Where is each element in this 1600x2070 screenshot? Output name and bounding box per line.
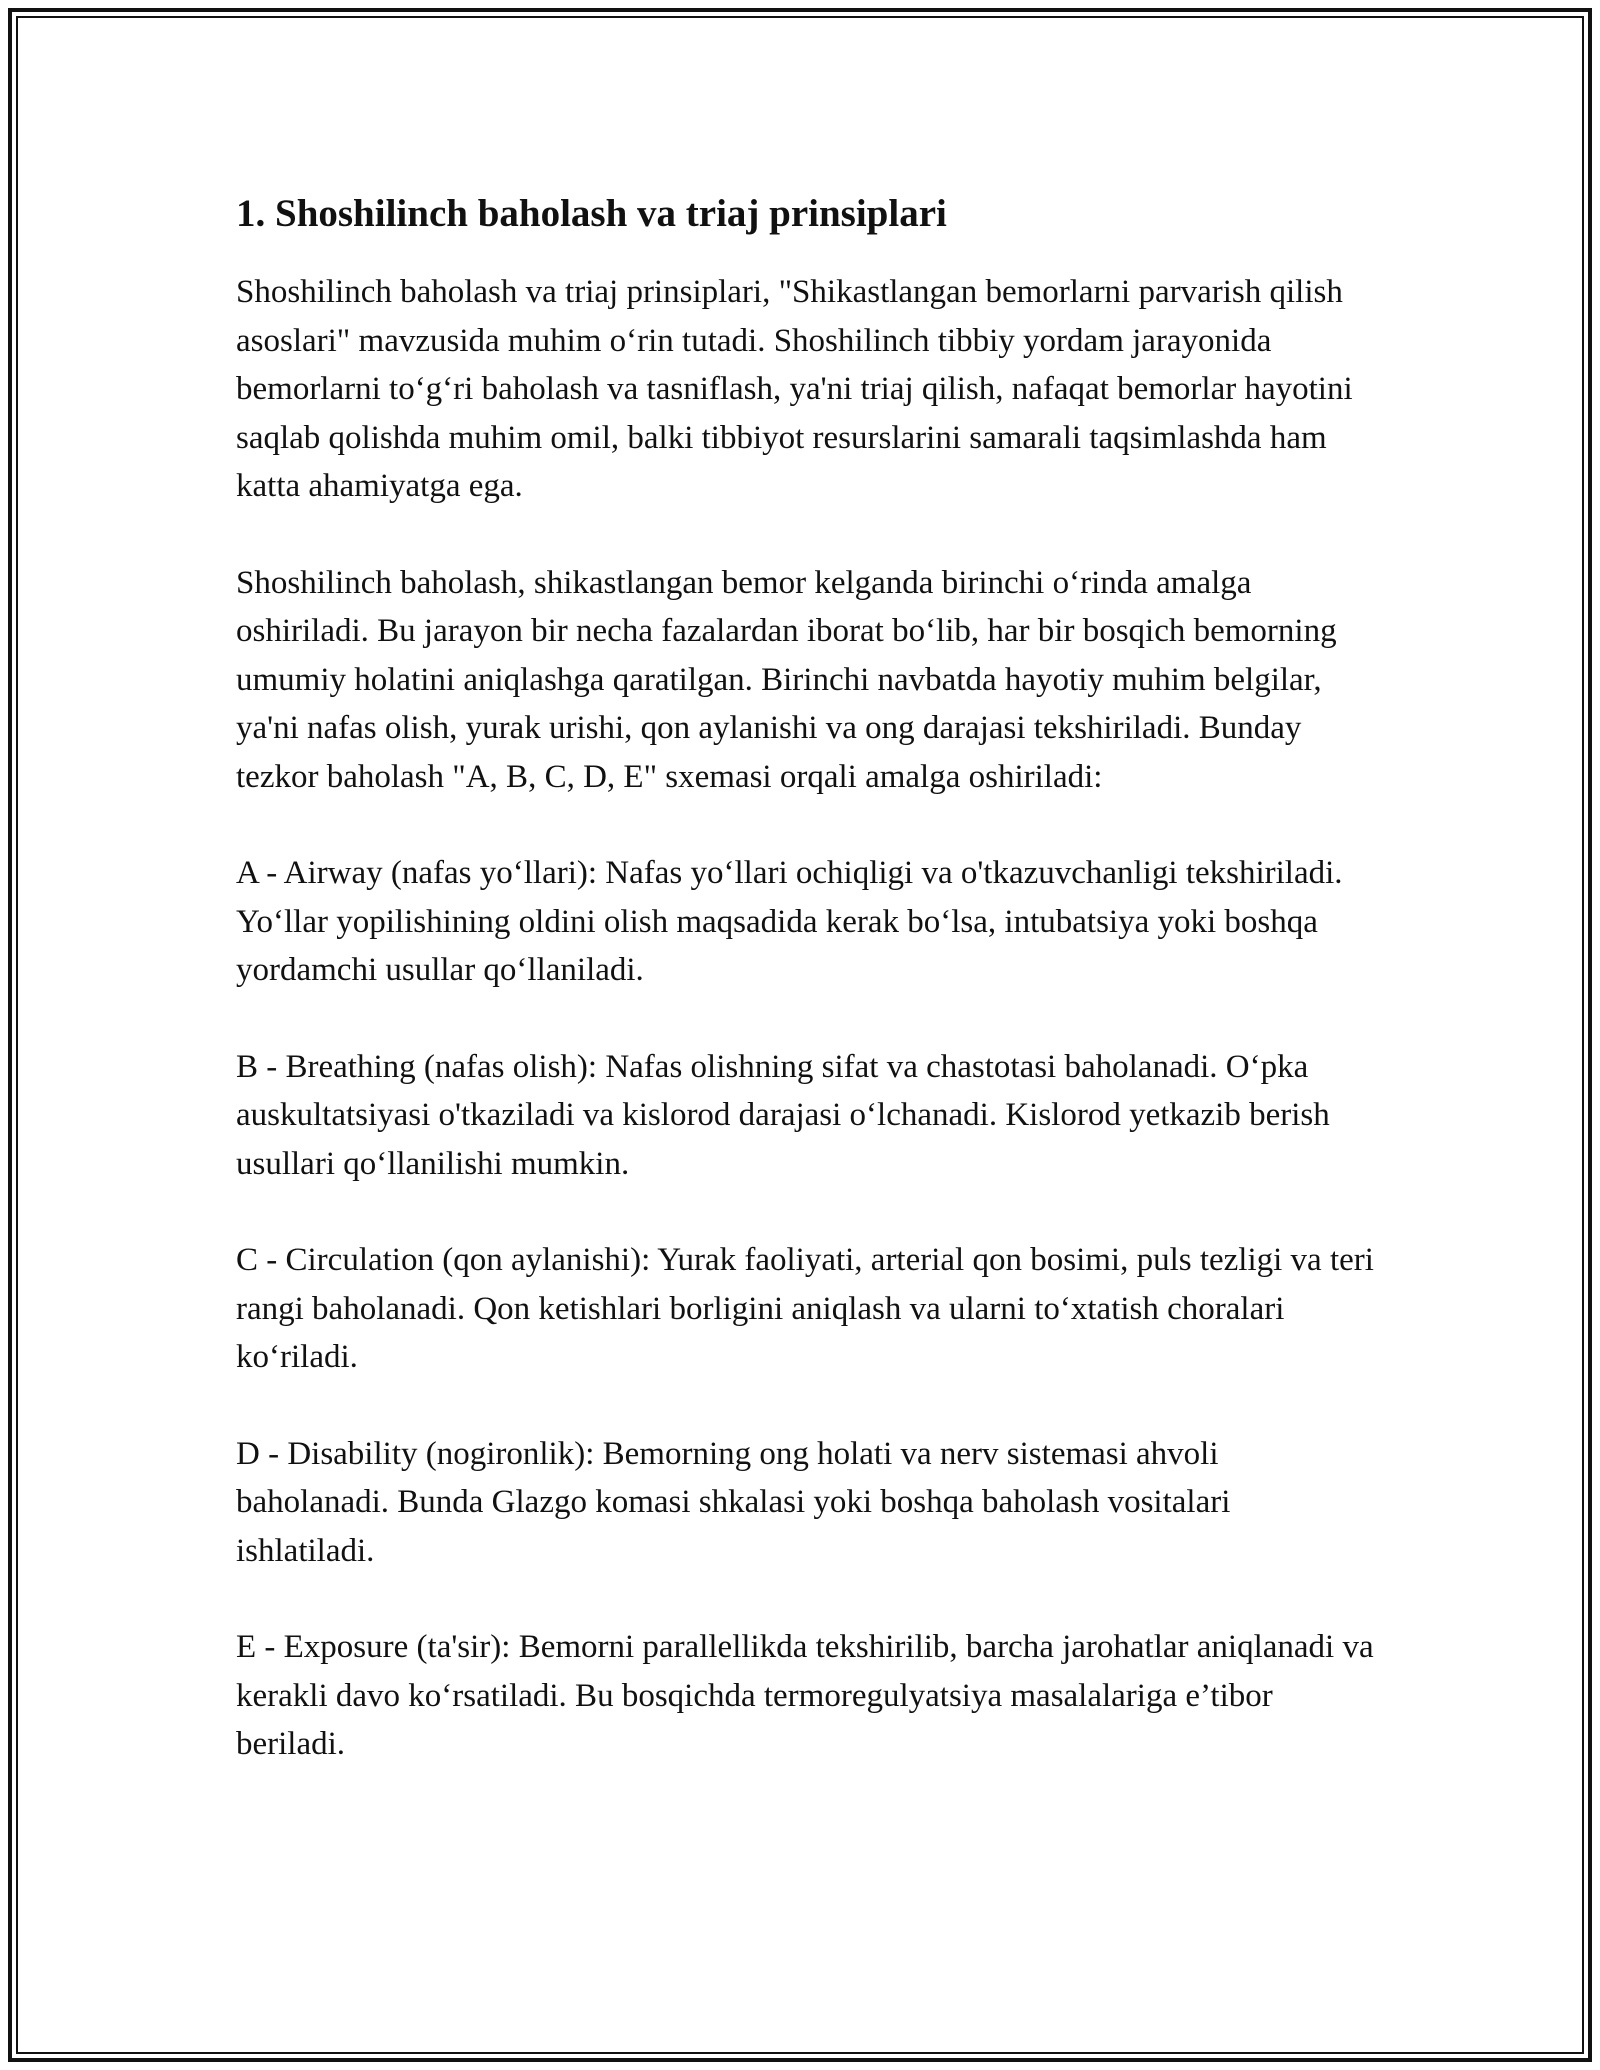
paragraph-intro: Shoshilinch baholash va triaj prinsiplari, "Shikastlangan bemorlarni parvarish qilish asoslari" mavzusida muhim o‘rin tutadi. Shoshilinch tibbiy yordam jarayonida bemorlarni to‘g‘ri baholash va tasniflash, ya'ni triaj qilish, nafaqat bemorlar hayotini saqlab qolishda muhim omil, balki tibbiyot resurslarini samarali taqsimlashda ham katta ahamiyatga ega. <box>236 274 1353 504</box>
document-body <box>236 186 1376 1817</box>
paragraph-circulation: C - Circulation (qon aylanishi): Yurak faoliyati, arterial qon bosimi, puls tezligi va teri rangi baholanadi. Qon ketishlari borligini aniqlash va ularni to‘xtatish choralari ko‘riladi. <box>236 1242 1374 1375</box>
paragraph-exposure: E - Exposure (ta'sir): Bemorni parallellikda tekshirilib, barcha jarohatlar aniqlanadi va kerakli davo ko‘rsatiladi. Bu bosqichda termoregulyatsiya masalalariga e’tibor beriladi. <box>236 1629 1374 1762</box>
section-heading: 1. Shoshilinch baholash va triaj prinsiplari <box>236 192 947 235</box>
paragraph-breathing: B - Breathing (nafas olish): Nafas olishning sifat va chastotasi baholanadi. O‘pka auskultatsiyasi o'tkaziladi va kislorod darajasi o‘lchanadi. Kislorod yetkazib berish usullari qo‘llanilishi mumkin. <box>236 1048 1330 1182</box>
paragraph-assessment: Shoshilinch baholash, shikastlangan bemor kelganda birinchi o‘rinda amalga oshiriladi. Bu jarayon bir necha fazalardan iborat bo‘lib, har bir bosqich bemorning umumiy holatini aniqlashga qaratilgan. Birinchi navbatda hayotiy muhim belgilar, ya'ni nafas olish, yurak urishi, qon aylanishi va ong darajasi tekshiriladi. Bunday tezkor baholash "A, B, C, D, E" sxemasi orqali amalga oshiriladi: <box>236 564 1337 795</box>
paragraph-disability: D - Disability (nogironlik): Bemorning ong holati va nerv sistemasi ahvoli baholanadi. Bunda Glazgo komasi shkalasi yoki boshqa baholash vositalari ishlatiladi. <box>236 1435 1231 1569</box>
paragraph-airway: A - Airway (nafas yo‘llari): Nafas yo‘llari ochiqligi va o'tkazuvchanligi tekshiriladi. Yo‘llar yopilishining oldini olish maqsadida kerak bo‘lsa, intubatsiya yoki boshqa yordamchi usullar qo‘llaniladi. <box>236 855 1343 988</box>
